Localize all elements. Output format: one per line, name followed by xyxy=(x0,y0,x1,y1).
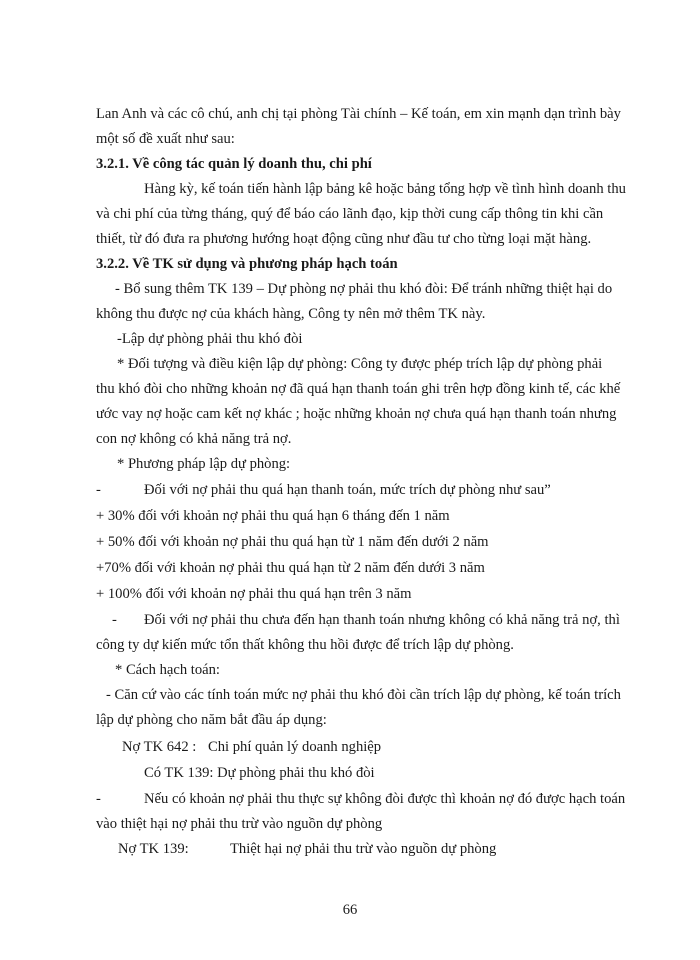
list-item: +70% đối với khoản nợ phải thu quá hạn từ 2 năm đến dưới 3 năm xyxy=(96,560,485,576)
journal-entry-account: Nợ TK 139: xyxy=(118,841,189,857)
paragraph-line: Đối với nợ phải thu chưa đến hạn thanh toán nhưng không có khả năng trả nợ, thì xyxy=(144,612,620,628)
paragraph-line: lập dự phòng cho năm bắt đầu áp dụng: xyxy=(96,712,327,728)
journal-entry-account: Nợ TK 642 : xyxy=(122,739,197,755)
paragraph-line: Hàng kỳ, kế toán tiến hành lập bảng kê hoặc bảng tổng hợp về tình hình doanh thu xyxy=(144,181,626,197)
list-dash: - xyxy=(112,612,117,628)
journal-entry-line: Có TK 139: Dự phòng phải thu khó đòi xyxy=(144,765,375,781)
paragraph-line: ước vay nợ hoặc cam kết nợ khác ; hoặc những khoản nợ chưa quá hạn thanh toán nhưng xyxy=(96,406,617,422)
paragraph-line: công ty dự kiến mức tổn thất không thu hồi được để trích lập dự phòng. xyxy=(96,637,514,653)
paragraph-line: Đối với nợ phải thu quá hạn thanh toán, mức trích dự phòng như sau” xyxy=(144,482,551,498)
section-heading-3-2-1: 3.2.1. Về công tác quản lý doanh thu, chi phí xyxy=(96,156,372,172)
list-item: + 30% đối với khoản nợ phải thu quá hạn 6 tháng đến 1 năm xyxy=(96,508,450,524)
paragraph-line: và chi phí của từng tháng, quý để báo cáo lãnh đạo, kịp thời cung cấp thông tin khi cần xyxy=(96,206,604,222)
list-item: + 50% đối với khoản nợ phải thu quá hạn từ 1 năm đến dưới 2 năm xyxy=(96,534,489,550)
paragraph-line: * Cách hạch toán: xyxy=(115,662,220,678)
paragraph-line: vào thiệt hại nợ phải thu trừ vào nguồn dự phòng xyxy=(96,816,383,832)
paragraph-line: Lan Anh và các cô chú, anh chị tại phòng Tài chính – Kế toán, em xin mạnh dạn trình bày xyxy=(96,106,621,122)
paragraph-line: thiết, từ đó đưa ra phương hướng hoạt động cũng như đầu tư cho từng loại mặt hàng. xyxy=(96,231,592,247)
section-heading-3-2-2: 3.2.2. Về TK sử dụng và phương pháp hạch toán xyxy=(96,256,398,272)
paragraph-line: Nếu có khoản nợ phải thu thực sự không đòi được thì khoản nợ đó được hạch toán xyxy=(144,791,626,807)
paragraph-line: -Lập dự phòng phải thu khó đòi xyxy=(117,331,303,347)
paragraph-line: một số đề xuất như sau: xyxy=(96,131,235,147)
paragraph-line: con nợ không có khả năng trả nợ. xyxy=(96,431,292,447)
paragraph-line: thu khó đòi cho những khoản nợ đã quá hạn thanh toán ghi trên hợp đồng kinh tế, các khế xyxy=(96,381,621,397)
list-item: + 100% đối với khoản nợ phải thu quá hạn trên 3 năm xyxy=(96,586,412,602)
paragraph-line: - Căn cứ vào các tính toán mức nợ phải thu khó đòi cần trích lập dự phòng, kế toán trích xyxy=(106,687,621,703)
journal-entry-description: Thiệt hại nợ phải thu trừ vào nguồn dự phòng xyxy=(230,841,497,857)
paragraph-line: - Bổ sung thêm TK 139 – Dự phòng nợ phải thu khó đòi: Để tránh những thiệt hại do xyxy=(115,281,613,297)
page-number: 66 xyxy=(342,902,358,918)
paragraph-line: * Phương pháp lập dự phòng: xyxy=(117,456,291,472)
paragraph-line: không thu được nợ của khách hàng, Công ty nên mở thêm TK này. xyxy=(96,306,486,322)
paragraph-line: * Đối tượng và điều kiện lập dự phòng: Công ty được phép trích lập dự phòng phải xyxy=(117,356,603,372)
list-dash: - xyxy=(96,791,101,807)
journal-entry-description: Chi phí quản lý doanh nghiệp xyxy=(208,739,382,755)
list-dash: - xyxy=(96,482,101,498)
